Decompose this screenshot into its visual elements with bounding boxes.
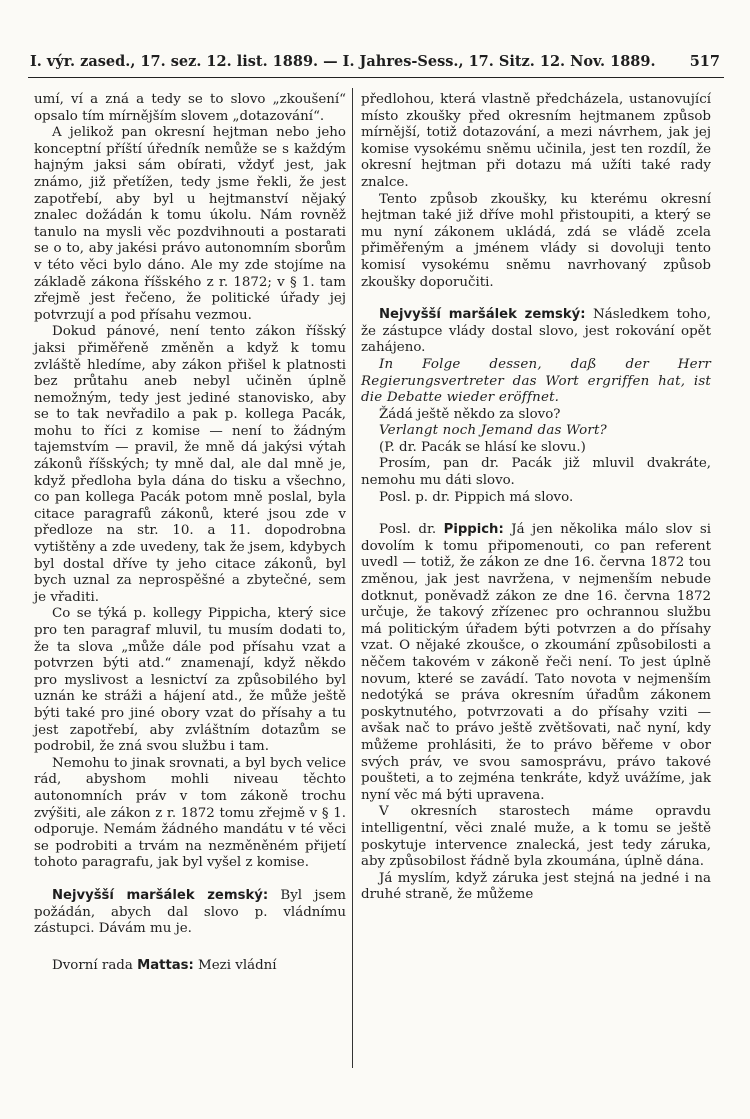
paragraph: Žádá ještě někdo za slovo? xyxy=(379,406,561,422)
speaker-title: Posl. dr. xyxy=(379,522,444,538)
paragraph: Já myslím, když záruka jest stejná na jedné i na druhé straně, že můžeme xyxy=(361,870,711,903)
german-paragraph: Verlangt noch Jemand das Wort? xyxy=(379,423,607,439)
paragraph: Dokud pánové, není tento zákon říšský jaksi přiměřeně změněn a když k tomu zvláště hledíme, aby zákon přišel k platnosti bez průtahu aneb nebyl učiněn úplně nemožným, tedy jest jediné stanovisko, aby se to tak nevřadilo a pak p. kollega Pacák, mohu to říci z komise — není to žádným tajemstvím — pravil, že mně dá jakýsi výtah zákonů říšských; ty mně dal, ale dal mně je, když předloha byla dána do tisku a všechno, co pan kollega Pacák potom mně poslal, byla citace paragrafů zákonů, které jsou zde v předloze na str. 10. a 11. dopodrobna vytištěny a zde uvedeny, tak že jsem, kdybych byl dostal dříve ty jeho citace zákonů, byl bych uznal za neprospěšné a zbytečné, sem je vřaditi. xyxy=(34,324,346,605)
left-column xyxy=(34,92,346,974)
speaker-title: Dvorní rada xyxy=(52,957,138,973)
speech-paragraph xyxy=(34,958,346,975)
speech-text: Následkem toho, že zástupce vlády dostal slovo, jest rokování opět zahájeno. xyxy=(361,307,711,356)
paragraph: předlohou, která vlastně předcházela, ustanovující místo zkoušky před okresním hejtmanem způsob mírnější, totiž dotazování, a mezi návrhem, jak jej komise vysokému sněmu učinila, jest ten rozdíl, že okresní hejtman při dotazu má užíti také rady znalce. xyxy=(361,92,711,190)
right-column xyxy=(361,92,711,904)
speech-paragraph xyxy=(361,522,711,804)
speech-text: Já jen několika málo slov si dovolím k tomu připomenouti, co pan referent uvedl — totiž, že zákon ze dne 16. června 1872 tou změnou, jak jest navržena, v nejmenším nebude dotknut, poněvadž zákon ze dne 16. června 1872 určuje, že takový zřízenec pro ochrannou službu má politickým úřadem býti potvrzen a do přísahy vzat. O nějaké zkoušce, o zkoumání způsobilosti a něčem takovém v zákoně řeči není. To jest úplně novum, které se zavádí. Tato novota v nejmenším nedotýká se práva okresním úřadům zákonem poskytnutého, potvrzovati a do přísahy vziti — avšak nač to právo ještě zvětšovati, nač nyní, kdy můžeme prohlásiti, že to právo běřeme v obor svých práv, ve svou samosprávu, právo takové poušteti, a to zejména tenkráte, když uvážíme, jak nyní věc má býti upravena. xyxy=(361,522,711,803)
paragraph: V okresních starostech máme opravdu intelligentní, věci znalé muže, a k tomu se ještě poskytuje intervence znalecká, jest tedy záruka, aby způsobilost řádně byla zkoumána, úplně dána. xyxy=(361,804,711,870)
paragraph: Tento způsob zkoušky, ku kterému okresní hejtman také již dříve mohl přistoupiti, a který se mu nyní zákonem ukládá, zdá se vládě zcela přiměřeným a jménem vlády si dovoluji tento komisí vysokému sněmu navrhovaný způsob zkoušky doporučiti. xyxy=(361,191,711,290)
speaker-name: Nejvyšší maršálek zemský: xyxy=(52,887,269,903)
column-divider xyxy=(352,88,353,1068)
page-number: 517 xyxy=(689,53,720,70)
speaker-name: Nejvyšší maršálek zemský: xyxy=(379,307,586,323)
speaker-name: Pippich: xyxy=(443,522,504,538)
paragraph: umí, ví a zná a tedy se to slovo „zkoušení“ opsalo tím mírnějším slovem „dotazování“. xyxy=(34,92,346,124)
header-title: I. výr. zased., 17. sez. 12. list. 1889. — I. Jahres-Sess., 17. Sitz. 12. Nov. 1889. xyxy=(30,53,656,70)
paragraph: Prosím, pan dr. Pacák již mluvil dvakráte, nemohu mu dáti slovo. xyxy=(361,456,711,489)
paragraph: (P. dr. Pacák se hlásí ke slovu.) xyxy=(379,439,586,455)
paragraph: Posl. p. dr. Pippich má slovo. xyxy=(379,489,574,505)
paragraph: Co se týká p. kollegy Pippicha, který sice pro ten paragraf mluvil, tu musím dodati to, že ta slova „může dále pod přísahu vzat a potvrzen býti atd.“ znamenají, když někdo pro myslivost a lesnictví za způsobilého byl uznán ke stráži a hájení atd., že může ještě býti také pro jiné obory vzat do přísahy a tu jest zapotřebí, aby zvláštním dotazům se podrobil, že zná svou službu i tam. xyxy=(34,606,346,755)
header-rule xyxy=(28,77,724,78)
speech-text: Byl jsem požádán, abych dal slovo p. vládnímu zástupci. Dávám mu je. xyxy=(34,887,346,937)
paragraph: Nemohu to jinak srovnati, a byl bych velice rád, abyshom mohli niveau těchto autonomních práv v tom zákoně trochu zvýšiti, ale zákon z r. 1872 tomu zřejmě v § 1. odporuje. Nemám žádného mandátu v té věci se podrobiti a trvám na nezměněném přijetí tohoto paragrafu, jak byl vyšel z komise. xyxy=(34,755,346,871)
speech-text: Mezi vládní xyxy=(193,957,277,973)
speech-paragraph xyxy=(34,888,346,938)
speaker-name: Mattas: xyxy=(137,957,194,973)
running-header xyxy=(30,46,720,70)
paragraph: A jelikož pan okresní hejtman nebo jeho konceptní příští úředník nemůže se s každým hajným jaksi sám obírati, vždyť jest, jak známo, již přetížen, tedy jsme řekli, že jest zapotřebí, aby byl u hejtmanství nějaký znalec dožádán k tomu úkolu. Nám rovněž tanulo na mysli věc pozdvihnouti a postarati se o to, aby jakési právo autonomním sborům v této věci bylo dáno. Ale my zde stojíme na základě zákona říšského z r. 1872; v § 1. tam zřejmě jest řečeno, že politické úřady jej potvrzují a pod přísahu vezmou. xyxy=(34,125,346,323)
speech-paragraph xyxy=(361,307,711,357)
german-paragraph: In Folge dessen, daß der Herr Regierungsvertreter das Wort ergriffen hat, ist die Debatte wieder eröffnet. xyxy=(361,356,711,406)
